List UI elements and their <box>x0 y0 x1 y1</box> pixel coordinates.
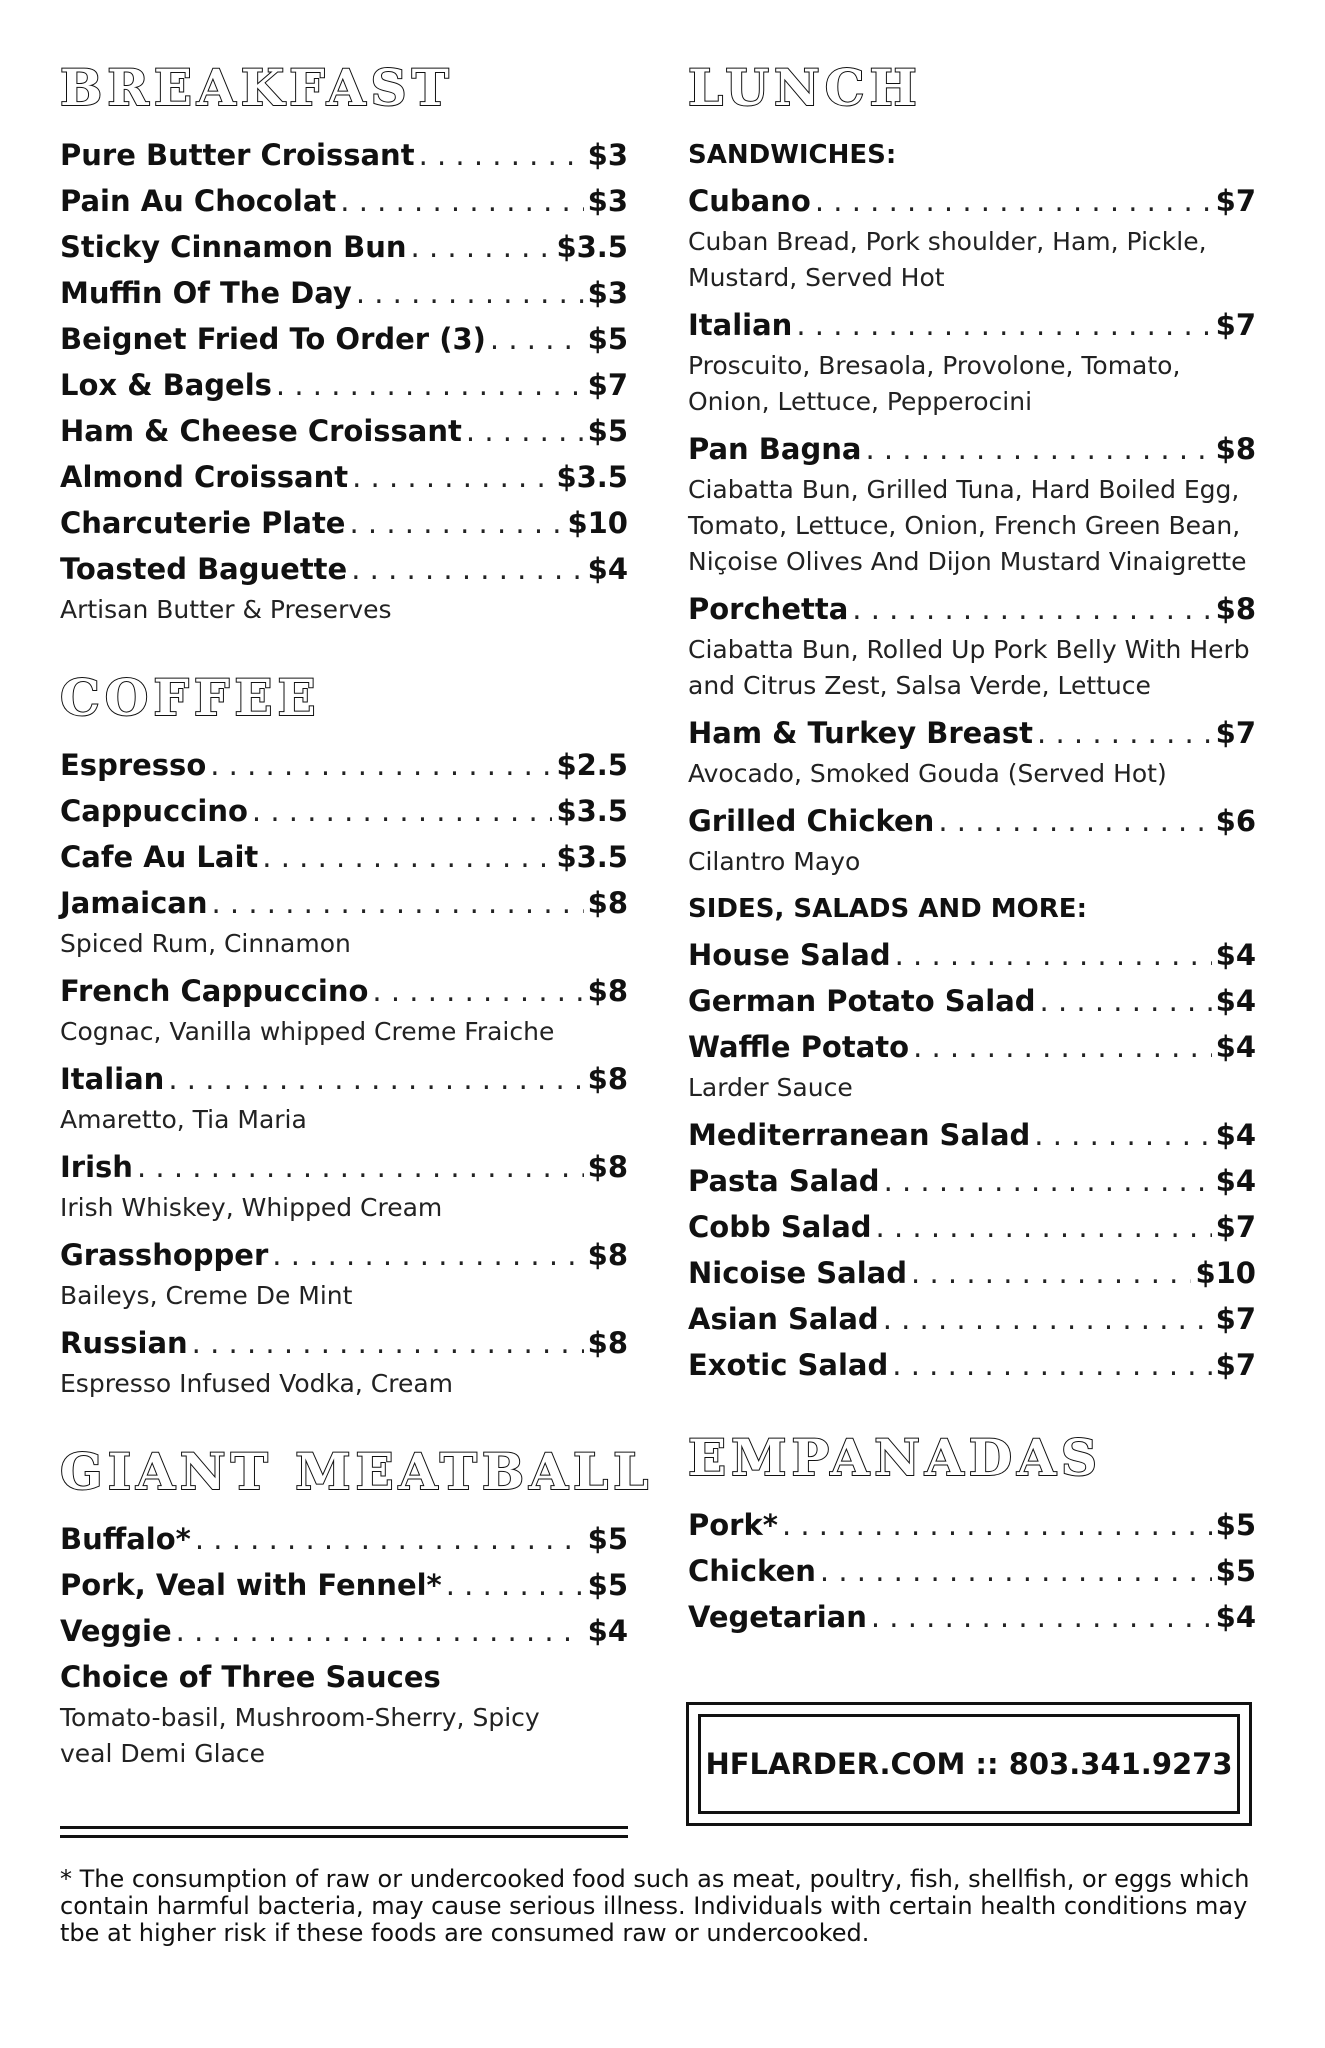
menu-item <box>60 178 628 224</box>
menu-item-price: $5 <box>587 322 628 356</box>
menu-item-description: Cuban Bread, Pork shoulder, Ham, Pickle, Mustard, Served Hot <box>688 227 1207 292</box>
coffee-list <box>60 742 628 1402</box>
menu-item <box>688 932 1256 978</box>
menu-item <box>60 454 628 500</box>
dot-leader <box>192 1320 584 1366</box>
menu-item <box>688 1296 1256 1342</box>
menu-item-name: Mediterranean Salad <box>688 1118 1031 1152</box>
dot-leader <box>252 788 553 834</box>
menu-item-name: Russian <box>60 1326 188 1360</box>
menu-item-price: $10 <box>1195 1256 1256 1290</box>
dot-leader <box>351 546 583 592</box>
dot-leader <box>911 1250 1191 1296</box>
menu-item <box>688 1502 1256 1548</box>
menu-item-price: $4 <box>1215 1118 1256 1152</box>
menu-item-name: Porchetta <box>688 592 849 626</box>
menu-item <box>60 224 628 270</box>
sandwiches-list <box>688 178 1256 880</box>
meatball-title: GIANT MEATBALL <box>60 1442 654 1501</box>
menu-item-name: Chicken <box>688 1554 816 1588</box>
sides-list <box>688 932 1256 1388</box>
dot-leader <box>272 1232 583 1278</box>
dot-leader <box>1034 1112 1211 1158</box>
dot-leader <box>871 1594 1212 1640</box>
menu-item-name: Italian <box>688 308 793 342</box>
coffee-section <box>60 666 628 1402</box>
menu-item-price: $2.5 <box>556 748 628 782</box>
menu-item-name: Toasted Baguette <box>60 552 348 586</box>
menu-item <box>60 270 628 316</box>
dot-leader <box>865 426 1211 472</box>
menu-item-name: Pork, Veal with Fennel* <box>60 1568 442 1602</box>
menu-item-price: $3 <box>587 276 628 310</box>
menu-item-name: Cubano <box>688 184 811 218</box>
menu-item-name: Asian Salad <box>688 1302 879 1336</box>
dot-leader <box>884 1158 1212 1204</box>
menu-item-price: $8 <box>587 974 628 1008</box>
menu-item-price: $8 <box>587 886 628 920</box>
menu-item <box>688 1548 1256 1594</box>
menu-item <box>688 1342 1256 1388</box>
menu-item-description: Baileys, Creme De Mint <box>60 1281 353 1310</box>
menu-item-price: $4 <box>1215 938 1256 972</box>
menu-item-price: $10 <box>567 506 628 540</box>
menu-item-description: Amaretto, Tia Maria <box>60 1105 307 1134</box>
dot-leader <box>210 742 552 788</box>
menu-item-name: Italian <box>60 1062 165 1096</box>
menu-item-name: Cappuccino <box>60 794 248 828</box>
menu-item <box>60 1608 628 1654</box>
dot-leader <box>340 178 583 224</box>
dot-leader <box>876 1204 1212 1250</box>
menu-item-name: Pork* <box>688 1508 778 1542</box>
menu-item <box>60 500 628 546</box>
menu-item-name: Irish <box>60 1150 133 1184</box>
dot-leader <box>892 1342 1211 1388</box>
menu-item <box>60 1562 628 1608</box>
dot-leader <box>938 798 1211 844</box>
menu-item-name: Cafe Au Lait <box>60 840 259 874</box>
menu-item-price: $7 <box>1215 716 1256 750</box>
right-column <box>688 56 1256 1678</box>
menu-item <box>688 1158 1256 1204</box>
dot-leader <box>137 1144 584 1190</box>
coffee-title: COFFEE <box>60 668 321 727</box>
menu-item-description: Proscuito, Bresaola, Provolone, Tomato, Onion, Lettuce, Pepperocini <box>688 351 1181 416</box>
dot-leader <box>352 454 552 500</box>
breakfast-section <box>60 56 628 628</box>
menu-item-price: $8 <box>587 1062 628 1096</box>
menu-item <box>60 132 628 178</box>
breakfast-list <box>60 132 628 628</box>
menu-item-name: Cobb Salad <box>688 1210 872 1244</box>
menu-item-price: $4 <box>587 1614 628 1648</box>
dot-leader <box>852 586 1211 632</box>
menu-item-price: $7 <box>1215 1348 1256 1382</box>
sauces-title: Choice of Three Sauces <box>60 1660 441 1694</box>
menu-item <box>60 834 628 880</box>
menu-item <box>60 546 628 592</box>
menu-item-name: Waffle Potato <box>688 1030 910 1064</box>
menu-item <box>688 1112 1256 1158</box>
menu-item-name: Charcuterie Plate <box>60 506 346 540</box>
dot-leader <box>1040 978 1212 1024</box>
menu-item-price: $8 <box>587 1326 628 1360</box>
menu-item-price: $5 <box>587 414 628 448</box>
menu-item <box>60 1320 628 1366</box>
meatball-section <box>60 1440 654 1772</box>
dot-leader <box>276 362 584 408</box>
menu-item-price: $8 <box>1215 592 1256 626</box>
menu-item-name: Ham & Turkey Breast <box>688 716 1034 750</box>
menu-item <box>688 1204 1256 1250</box>
dot-leader <box>895 932 1212 978</box>
contact-box <box>686 1702 1252 1826</box>
menu-item-price: $7 <box>1215 308 1256 342</box>
menu-item-price: $8 <box>587 1150 628 1184</box>
menu-item-name: Pain Au Chocolat <box>60 184 337 218</box>
menu-item-name: Pure Butter Croissant <box>60 138 415 172</box>
menu-item-name: Pasta Salad <box>688 1164 880 1198</box>
menu-item <box>688 178 1256 224</box>
dot-leader <box>262 834 552 880</box>
menu-item-name: House Salad <box>688 938 891 972</box>
dot-leader <box>782 1502 1212 1548</box>
menu-item <box>688 302 1256 348</box>
menu-item-price: $5 <box>1215 1508 1256 1542</box>
dot-leader <box>913 1024 1212 1070</box>
menu-item-description: Irish Whiskey, Whipped Cream <box>60 1193 443 1222</box>
menu-item-description: Larder Sauce <box>688 1073 853 1102</box>
menu-item <box>60 316 628 362</box>
menu-item-name: Jamaican <box>60 886 208 920</box>
menu-item-name: Grasshopper <box>60 1238 269 1272</box>
menu-item-description: Espresso Infused Vodka, Cream <box>60 1369 453 1398</box>
dot-leader <box>446 1562 584 1608</box>
menu-item-price: $7 <box>587 368 628 402</box>
lunch-section <box>688 56 1256 1388</box>
divider <box>60 1826 628 1838</box>
dot-leader <box>176 1608 584 1654</box>
menu-item-price: $4 <box>587 552 628 586</box>
menu-item-name: Vegetarian <box>688 1600 867 1634</box>
menu-item-name: Buffalo* <box>60 1522 191 1556</box>
menu-item-price: $4 <box>1215 1600 1256 1634</box>
menu-item-price: $5 <box>1215 1554 1256 1588</box>
menu-item-price: $4 <box>1215 1030 1256 1064</box>
menu-item-description: Ciabatta Bun, Grilled Tuna, Hard Boiled Egg, Tomato, Lettuce, Onion, French Green Bean, Niçoise Olives And Dijon Mustard Vinaigrette <box>688 475 1247 576</box>
dot-leader <box>820 1548 1212 1594</box>
left-column <box>60 56 654 1810</box>
dot-leader <box>349 500 563 546</box>
breakfast-title: BREAKFAST <box>60 58 454 117</box>
sauces-desc: Tomato-basil, Mushroom-Sherry, Spicy veal Demi Glace <box>60 1703 540 1768</box>
menu-item-price: $8 <box>587 1238 628 1272</box>
menu-item <box>60 1516 628 1562</box>
menu-item-price: $4 <box>1215 984 1256 1018</box>
menu-item-name: Sticky Cinnamon Bun <box>60 230 407 264</box>
menu-item-name: Pan Bagna <box>688 432 862 466</box>
menu-item <box>688 586 1256 632</box>
menu-item-description: Artisan Butter & Preserves <box>60 595 392 624</box>
menu-item-description: Spiced Rum, Cinnamon <box>60 929 351 958</box>
dot-leader <box>195 1516 584 1562</box>
sides-label: SIDES, SALADS AND MORE: <box>688 894 1087 924</box>
menu-item <box>688 710 1256 756</box>
menu-item-price: $6 <box>1215 804 1256 838</box>
dot-leader <box>1037 710 1212 756</box>
menu-item-description: Cognac, Vanilla whipped Creme Fraiche <box>60 1017 555 1046</box>
menu-item <box>60 880 628 926</box>
menu-item <box>688 978 1256 1024</box>
menu-item-name: Veggie <box>60 1614 172 1648</box>
lunch-title: LUNCH <box>688 58 922 117</box>
dot-leader <box>372 968 583 1014</box>
menu-item-price: $7 <box>1215 1302 1256 1336</box>
footnote: * The consumption of raw or undercooked food such as meat, poultry, fish, shellfish, or eggs which contain harmful bacteria, may cause serious illness. Individuals with certain health conditions may tbe at higher risk if these foods are consumed raw or undercooked. <box>60 1865 1250 1947</box>
menu-item <box>60 742 628 788</box>
menu-item-name: French Cappuccino <box>60 974 369 1008</box>
menu-item-price: $3 <box>587 138 628 172</box>
dot-leader <box>356 270 584 316</box>
menu-item-name: Exotic Salad <box>688 1348 889 1382</box>
sandwiches-label: SANDWICHES: <box>688 140 897 170</box>
menu-item <box>688 1024 1256 1070</box>
menu-item <box>60 968 628 1014</box>
dot-leader <box>466 408 584 454</box>
contact-text[interactable]: HFLARDER.COM :: 803.341.9273 <box>698 1714 1240 1814</box>
menu-item <box>60 362 628 408</box>
menu-item-price: $7 <box>1215 184 1256 218</box>
menu-item-price: $8 <box>1215 432 1256 466</box>
menu-item-price: $3.5 <box>556 794 628 828</box>
dot-leader <box>883 1296 1212 1342</box>
empanadas-list <box>688 1502 1256 1640</box>
menu-item <box>688 426 1256 472</box>
menu-item-name: Espresso <box>60 748 207 782</box>
menu-item <box>60 408 628 454</box>
dot-leader <box>212 880 584 926</box>
menu-item-price: $5 <box>587 1568 628 1602</box>
menu-item-price: $4 <box>1215 1164 1256 1198</box>
menu-item <box>60 788 628 834</box>
menu-item-name: Ham & Cheese Croissant <box>60 414 462 448</box>
menu-item <box>688 798 1256 844</box>
menu-item-price: $3.5 <box>556 840 628 874</box>
menu-item-description: Ciabatta Bun, Rolled Up Pork Belly With Herb and Citrus Zest, Salsa Verde, Lettuce <box>688 635 1250 700</box>
dot-leader <box>796 302 1211 348</box>
menu-item <box>688 1250 1256 1296</box>
menu-item-name: Almond Croissant <box>60 460 349 494</box>
dot-leader <box>168 1056 583 1102</box>
menu-item <box>688 1594 1256 1640</box>
menu-item-name: Grilled Chicken <box>688 804 935 838</box>
menu-item <box>60 1144 628 1190</box>
menu-item-name: German Potato Salad <box>688 984 1036 1018</box>
dot-leader <box>411 224 553 270</box>
menu-item-name: Muffin Of The Day <box>60 276 352 310</box>
menu-item <box>60 1056 628 1102</box>
menu-item-name: Beignet Fried To Order (3) <box>60 322 486 356</box>
menu-item-description: Avocado, Smoked Gouda (Served Hot) <box>688 759 1167 788</box>
menu-item-description: Cilantro Mayo <box>688 847 861 876</box>
menu-item-price: $3.5 <box>556 230 628 264</box>
empanadas-section <box>688 1426 1256 1640</box>
menu-item-price: $7 <box>1215 1210 1256 1244</box>
dot-leader <box>815 178 1212 224</box>
empanadas-title: EMPANADAS <box>688 1428 1102 1487</box>
menu-item-name: Lox & Bagels <box>60 368 272 402</box>
menu-item-price: $3.5 <box>556 460 628 494</box>
meatball-list <box>60 1516 628 1654</box>
menu-item-price: $5 <box>587 1522 628 1556</box>
menu-item <box>60 1232 628 1278</box>
menu-item-price: $3 <box>587 184 628 218</box>
dot-leader <box>490 316 584 362</box>
menu-item-name: Nicoise Salad <box>688 1256 908 1290</box>
dot-leader <box>419 132 584 178</box>
